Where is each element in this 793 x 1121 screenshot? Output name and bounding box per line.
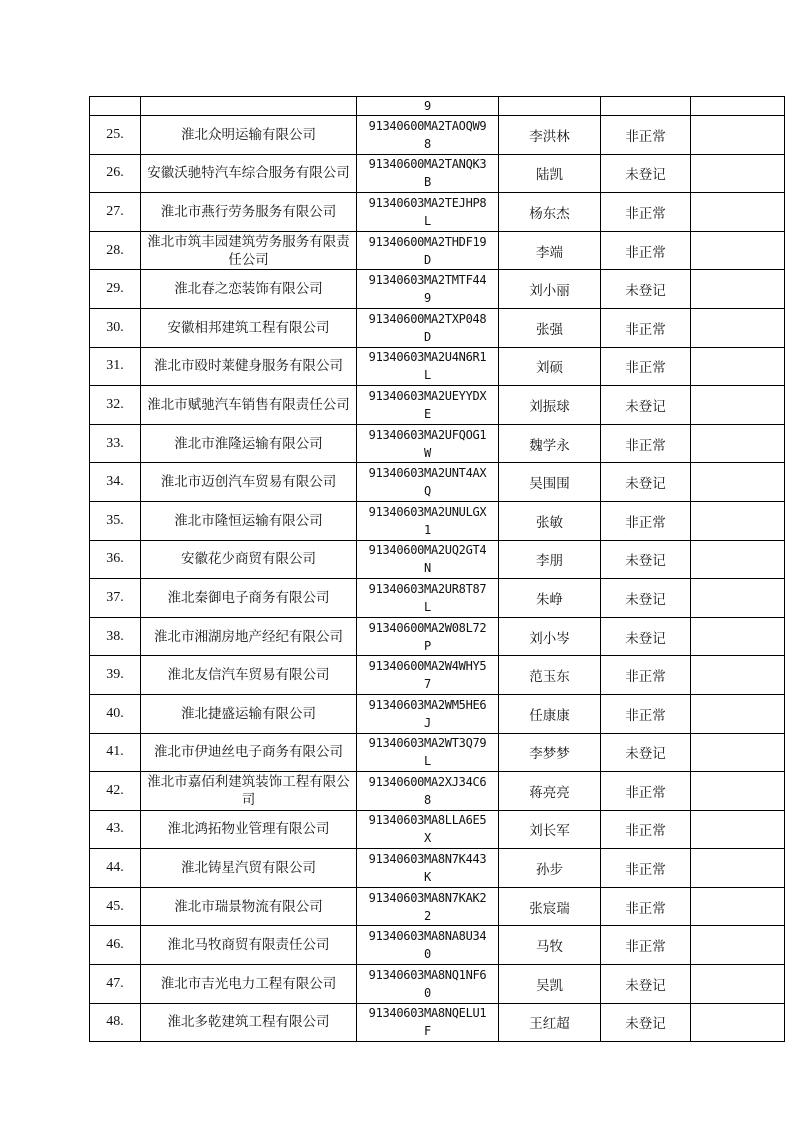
credit-code-line: 91340603MA8NA8U34 [368,929,487,944]
remark-cell [691,116,785,155]
credit-code-line: X [424,831,431,846]
credit-code-line: 91340603MA8NQELU1 [368,1006,487,1021]
credit-code [357,617,499,656]
company-name: 淮北市筑丰园建筑劳务服务有限责任公司 [141,231,357,270]
credit-code-line: Q [424,484,431,499]
status-text: 非正常 [601,656,691,695]
row-number: 34. [90,463,141,502]
credit-code [357,656,499,695]
credit-code [357,270,499,309]
credit-code-line: 91340603MA8LLA6E5 [368,813,487,828]
remark-cell [691,849,785,888]
row-number: 38. [90,617,141,656]
remark-cell [691,656,785,695]
credit-code-line: 8 [424,136,431,151]
table-row [90,193,785,232]
credit-code-line: 91340600MA2TXP048 [368,311,487,326]
row-number: 32. [90,386,141,425]
row-number: 35. [90,501,141,540]
credit-code [357,965,499,1004]
company-name: 安徽相邦建筑工程有限公司 [141,308,357,347]
row-number: 25. [90,116,141,155]
credit-code-line: 91340603MA2UNULGX [368,504,487,519]
credit-code-line: B [424,175,431,190]
credit-code-line: 91340600MA2XJ34C6 [368,774,487,789]
remark-cell [691,270,785,309]
company-name: 淮北捷盛运输有限公司 [141,694,357,733]
credit-code-line: 91340603MA2UR8T87 [368,581,487,596]
status-text: 未登记 [601,965,691,1004]
legal-representative: 陆凯 [499,154,601,193]
credit-code-line: 2 [424,908,431,923]
row-number: 28. [90,231,141,270]
remark-cell [691,501,785,540]
legal-representative: 刘小丽 [499,270,601,309]
credit-code [357,926,499,965]
legal-representative: 王红超 [499,1003,601,1042]
credit-code-line: 91340603MA2TMTF44 [368,273,487,288]
table-row [90,772,785,811]
credit-code-line: 91340600MA2W08L72 [368,620,487,635]
credit-code [357,463,499,502]
legal-representative: 魏学永 [499,424,601,463]
credit-code-line: 91340603MA8NQ1NF6 [368,967,487,982]
credit-code-line: L [424,368,431,383]
table-row [90,617,785,656]
status-text: 非正常 [601,308,691,347]
row-number: 33. [90,424,141,463]
legal-representative: 刘振球 [499,386,601,425]
row-number: 36. [90,540,141,579]
credit-code [357,733,499,772]
credit-code-line: 1 [424,522,431,537]
legal-representative: 马牧 [499,926,601,965]
row-number: 31. [90,347,141,386]
table-row [90,887,785,926]
status-text: 未登记 [601,1003,691,1042]
legal-representative: 蒋亮亮 [499,772,601,811]
person-cell [499,97,601,116]
remark-cell [691,694,785,733]
remark-cell [691,193,785,232]
credit-code-line: 91340600MA2TAOQW9 [368,118,487,133]
table-row [90,1003,785,1042]
row-number: 45. [90,887,141,926]
table-row [90,347,785,386]
legal-representative: 张敏 [499,501,601,540]
remark-cell [691,231,785,270]
company-name: 淮北市殴时莱健身服务有限公司 [141,347,357,386]
status-cell [601,97,691,116]
remark-cell [691,965,785,1004]
legal-representative: 李朋 [499,540,601,579]
credit-code [357,810,499,849]
company-cell [141,97,357,116]
remark-cell [691,772,785,811]
credit-code-line: K [424,870,431,885]
continued-row [90,97,785,116]
credit-code-line: L [424,754,431,769]
credit-code-line: F [424,1024,431,1039]
row-number: 26. [90,154,141,193]
company-name: 淮北马牧商贸有限责任公司 [141,926,357,965]
remark-cell [691,386,785,425]
status-text: 非正常 [601,347,691,386]
row-number: 40. [90,694,141,733]
remark-cell [691,1003,785,1042]
status-text: 非正常 [601,810,691,849]
credit-code-line: 91340603MA2UEYYDX [368,388,487,403]
credit-code [357,772,499,811]
table-row [90,733,785,772]
remark-cell [691,887,785,926]
credit-code-line: W [424,445,431,460]
status-text: 未登记 [601,154,691,193]
remark-cell [691,810,785,849]
table-row [90,656,785,695]
credit-code-line: 91340603MA2WM5HE6 [368,697,487,712]
status-text: 未登记 [601,540,691,579]
company-name: 淮北春之恋装饰有限公司 [141,270,357,309]
legal-representative: 孙步 [499,849,601,888]
credit-code-line: 91340603MA8N7KAK2 [368,890,487,905]
table-row [90,424,785,463]
table-row [90,694,785,733]
credit-code-line: D [424,329,431,344]
credit-code-line: 91340603MA2UNT4AX [368,466,487,481]
table-row [90,849,785,888]
credit-code-line: 91340603MA2U4N6R1 [368,350,487,365]
legal-representative: 张强 [499,308,601,347]
credit-code [357,193,499,232]
credit-code [357,694,499,733]
remark-cell [691,347,785,386]
credit-code [357,231,499,270]
credit-code-line: 0 [424,985,431,1000]
legal-representative: 李洪林 [499,116,601,155]
legal-representative: 李端 [499,231,601,270]
table-row [90,810,785,849]
legal-representative: 吴围围 [499,463,601,502]
company-name: 安徽花少商贸有限公司 [141,540,357,579]
table-row [90,501,785,540]
credit-code [357,1003,499,1042]
company-name: 淮北鸿拓物业管理有限公司 [141,810,357,849]
table-row [90,231,785,270]
legal-representative: 范玉东 [499,656,601,695]
status-text: 未登记 [601,270,691,309]
credit-code [357,154,499,193]
table-row [90,386,785,425]
credit-code-line: J [424,715,431,730]
row-number: 44. [90,849,141,888]
row-number: 46. [90,926,141,965]
remark-cell [691,733,785,772]
credit-code-line: N [424,561,431,576]
legal-representative: 李梦梦 [499,733,601,772]
remark-cell [691,308,785,347]
status-text: 未登记 [601,579,691,618]
company-name: 淮北铸星汽贸有限公司 [141,849,357,888]
row-number: 43. [90,810,141,849]
status-text: 未登记 [601,617,691,656]
company-name: 淮北多乾建筑工程有限公司 [141,1003,357,1042]
legal-representative: 刘小岑 [499,617,601,656]
credit-code [357,540,499,579]
credit-code-line: L [424,213,431,228]
company-name: 安徽沃驰特汽车综合服务有限公司 [141,154,357,193]
credit-code-cell: 9 [357,97,499,116]
row-number: 47. [90,965,141,1004]
table-row [90,579,785,618]
legal-representative: 吴凯 [499,965,601,1004]
credit-code [357,308,499,347]
table-row [90,116,785,155]
remark-cell [691,617,785,656]
credit-code [357,849,499,888]
credit-code-line: 0 [424,947,431,962]
company-name: 淮北市吉光电力工程有限公司 [141,965,357,1004]
company-name: 淮北市瑞景物流有限公司 [141,887,357,926]
company-name: 淮北市燕行劳务服务有限公司 [141,193,357,232]
legal-representative: 任康康 [499,694,601,733]
credit-code [357,424,499,463]
row-number: 39. [90,656,141,695]
status-text: 未登记 [601,386,691,425]
status-text: 非正常 [601,926,691,965]
table-row [90,463,785,502]
legal-representative: 张宸瑞 [499,887,601,926]
company-name: 淮北市隆恒运输有限公司 [141,501,357,540]
remark-cell [691,424,785,463]
credit-code [357,501,499,540]
row-number: 41. [90,733,141,772]
row-number: 42. [90,772,141,811]
credit-code-line: 7 [424,677,431,692]
table-row [90,308,785,347]
company-name: 淮北友信汽车贸易有限公司 [141,656,357,695]
credit-code-line: 8 [424,792,431,807]
credit-code [357,347,499,386]
company-name: 淮北众明运输有限公司 [141,116,357,155]
legal-representative: 朱峥 [499,579,601,618]
status-text: 非正常 [601,772,691,811]
company-name: 淮北市淮隆运输有限公司 [141,424,357,463]
credit-code-line: E [424,406,431,421]
company-name: 淮北市伊迪丝电子商务有限公司 [141,733,357,772]
legal-representative: 杨东杰 [499,193,601,232]
legal-representative: 刘硕 [499,347,601,386]
company-name: 淮北市赋驰汽车销售有限责任公司 [141,386,357,425]
number-cell [90,97,141,116]
row-number: 27. [90,193,141,232]
remark-cell [691,926,785,965]
table-row [90,154,785,193]
credit-code [357,386,499,425]
credit-code-line: 9 [424,291,431,306]
credit-code-line: D [424,252,431,267]
status-text: 非正常 [601,849,691,888]
remark-cell [691,540,785,579]
status-text: 非正常 [601,501,691,540]
status-text: 非正常 [601,231,691,270]
taxpayer-table [89,96,785,1042]
status-text: 非正常 [601,116,691,155]
table-row [90,965,785,1004]
company-name: 淮北市迈创汽车贸易有限公司 [141,463,357,502]
remark-cell [691,97,785,116]
credit-code-line: 91340600MA2W4WHY5 [368,659,487,674]
status-text: 非正常 [601,424,691,463]
row-number: 37. [90,579,141,618]
remark-cell [691,579,785,618]
status-text: 未登记 [601,733,691,772]
row-number: 30. [90,308,141,347]
status-text: 未登记 [601,463,691,502]
credit-code-line: 91340600MA2UQ2GT4 [368,543,487,558]
credit-code-line: 91340603MA2WT3Q79 [368,736,487,751]
status-text: 非正常 [601,694,691,733]
table-row [90,270,785,309]
company-name: 淮北秦御电子商务有限公司 [141,579,357,618]
remark-cell [691,463,785,502]
credit-code-line: P [424,638,431,653]
credit-code-line: 91340603MA8N7K443 [368,852,487,867]
credit-code-line: 91340603MA2UFQOG1 [368,427,487,442]
status-text: 非正常 [601,193,691,232]
remark-cell [691,154,785,193]
company-name: 淮北市嘉佰利建筑装饰工程有限公司 [141,772,357,811]
credit-code-line: 91340600MA2THDF19 [368,234,487,249]
credit-code-line: 91340603MA2TEJHP8 [368,195,487,210]
credit-code [357,579,499,618]
table-row [90,926,785,965]
row-number: 48. [90,1003,141,1042]
credit-code-line: 91340600MA2TANQK3 [368,157,487,172]
credit-code [357,887,499,926]
company-name: 淮北市湘湖房地产经纪有限公司 [141,617,357,656]
status-text: 非正常 [601,887,691,926]
legal-representative: 刘长军 [499,810,601,849]
credit-code [357,116,499,155]
table-row [90,540,785,579]
credit-code-line: L [424,599,431,614]
row-number: 29. [90,270,141,309]
